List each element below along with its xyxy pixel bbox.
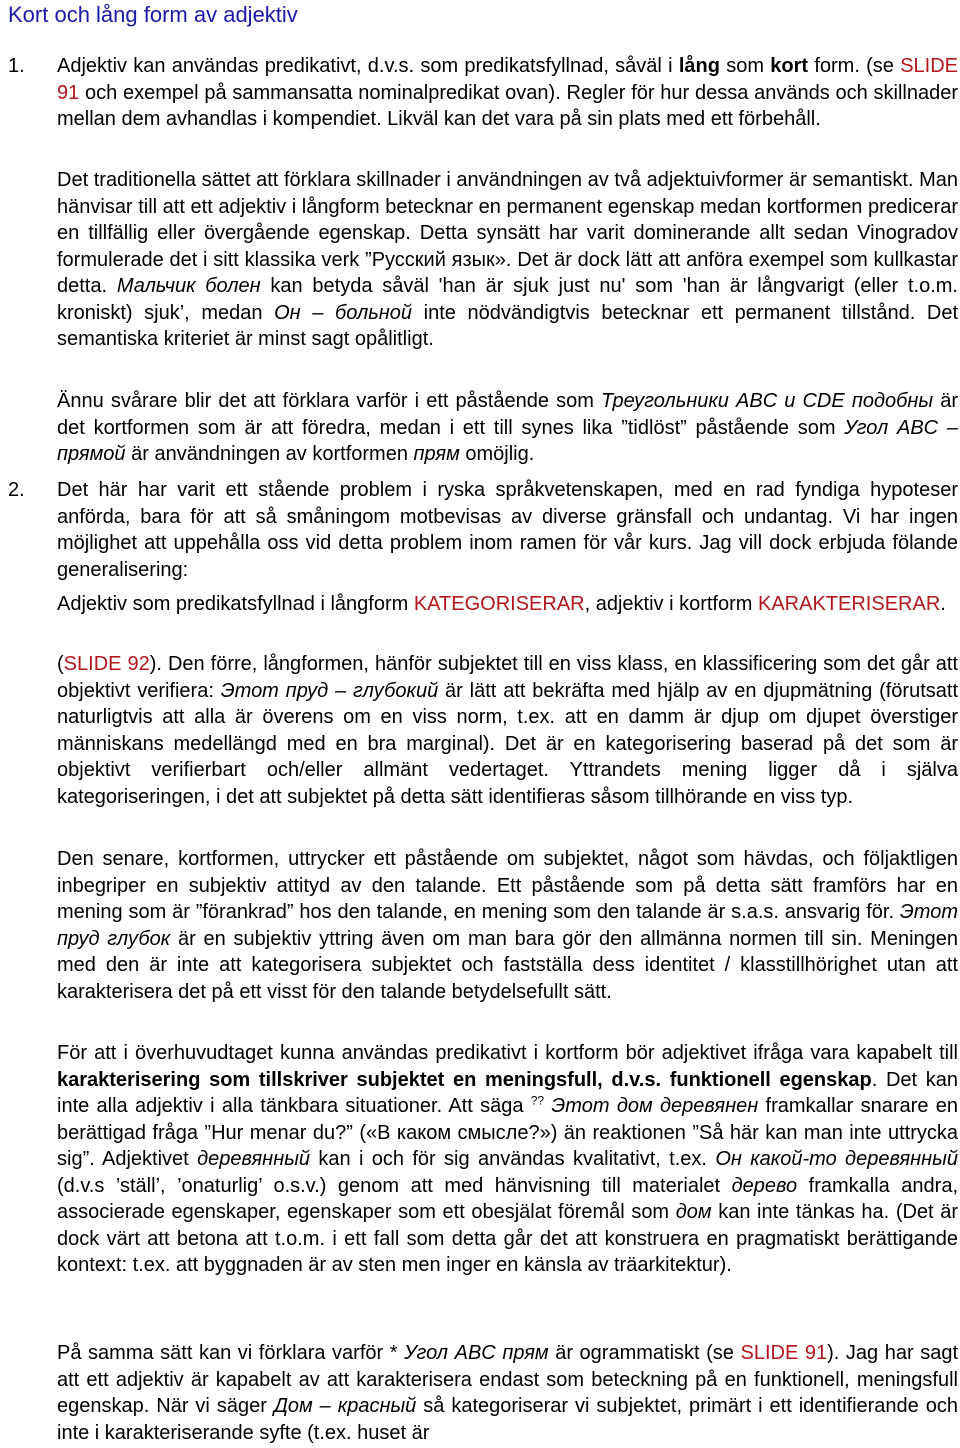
key-term: KATEGORISERAR (413, 593, 585, 615)
list-number-1: 1. (8, 55, 25, 77)
slide-reference: SLIDE 92 (63, 653, 150, 675)
italic-example: Мальчик болен (116, 275, 261, 297)
italic-example: Угол ABC прям (404, 1342, 549, 1364)
text: form. (se (808, 55, 901, 77)
list-number-2: 2. (8, 479, 25, 501)
paragraph-1 (57, 53, 958, 133)
paragraph-2 (57, 167, 958, 353)
italic-example: Этот пруд – глубокий (220, 679, 439, 702)
text: kan inte tänkas ha. (Det är dock värt att betona att t.o.m. i ett fall som detta går det att konstruera en pragmatiskt berättigande kontext: t.ex. att byggnaden är av sten men inger en känsla av träarkitektur). (57, 1201, 958, 1276)
text: Det traditionella sättet att förklara skillnader i användningen av två adjektuivformer är semantiskt. Man hänvisar till att ett adjektiv i långform betecknar en permanent egenskap medan kortformen predicerar en tillfällig eller övergående egenskap. Detta synsätt har varit dominerande allt sedan Vinogradov formulerade det i sitt klassika verk ”Русский язык». Det är dock lätt att anföra exempel som kullkastar detta. (57, 169, 958, 297)
text: kan i och för sig användas kvalitativt, t.ex. (310, 1148, 716, 1170)
text: som (719, 55, 771, 77)
text: framkalla andra, associerade egenskaper, egenskaper som ett obesjälat föremål som (57, 1174, 958, 1223)
bold-text: lång (678, 55, 720, 77)
text: . Det kan inte alla adjektiv i alla tänkbara situationer. Att säga (57, 1068, 958, 1117)
paragraph-4: Det här har varit ett stående problem i ryska språkvetenskapen, med en rad fyndiga hypoteser anförda, bara för att så småningom motbevisas av diverse gränsfall och undantag. Vi har ingen möjlighet att uppehålla oss vid detta problem inom ramen för vår kurs. Jag vill dock erbjuda fölande generalisering: (57, 479, 958, 581)
text: inte nödvändigtvis betecknar ett permanent tillstånd. Det semantiska kriteriet är minst sagt opålitligt. (57, 301, 959, 350)
text: är det kortformen som är att föredra, medan i ett till synes lika ”tidlöst” påstående som (57, 390, 958, 439)
text: (d.v.s ’ställ’, ’onaturlig’ o.s.v.) genom att med hänvisning till materialet (57, 1174, 732, 1197)
text: är lätt att bekräfta med hjälp av en djupmätning (förutsatt naturligtvis att alla är överens om en viss norm, t.ex. att en damm är djup om djupet överstiger människans medellängd med en bra marginal). Det är en kategorisering baserad på det som är objektivt verifierbart och/eller allmänt vedertaget. Yttrandets mening ligger då i själva kategoriseringen, i det att subjektet på detta sätt identifieras såsom tillhörande en viss typ. (57, 679, 959, 808)
text: omöjlig. (459, 443, 535, 465)
paragraph-8 (57, 1040, 958, 1279)
italic-example: Этот дом деревянен (551, 1095, 759, 1117)
italic-example: деревянный (197, 1148, 311, 1170)
paragraph-7 (57, 846, 958, 1005)
italic-example: Он какой-то деревянный (715, 1148, 958, 1170)
superscript-mark: ?? (530, 1093, 545, 1108)
italic-example: Дом – красный (273, 1395, 417, 1417)
bold-text: karakterisering som tillskriver subjektet en meningsfull, d.v.s. funktionell egenskap (57, 1068, 872, 1091)
text: är ogrammatiskt (se (548, 1342, 741, 1364)
italic-example: прям (413, 443, 460, 465)
italic-example: Треугольники ABC и CDE подобны (600, 390, 934, 412)
text: ( (57, 653, 64, 675)
slide-reference: SLIDE 91 (740, 1342, 828, 1364)
page-title: Kort och lång form av adjektiv (8, 2, 298, 27)
text: Adjektiv som predikatsfyllnad i långform (57, 593, 414, 615)
text: är en subjektiv yttring även om man bara gör den allmänna normen till sin. Meningen med den är inte att kategorisera subjektet och fastställa dess identitet / klasstillhörighet utan att karakterisera det på ett visst för den talande betydelsefullt sätt. (57, 927, 959, 1003)
italic-example: дом (675, 1201, 712, 1223)
text: För att i överhuvudtaget kunna användas predikativt i kortform bör adjektivet ifråga vara kapabelt till (57, 1042, 958, 1064)
text: kan betyda såväl 'han är sjuk just nu' som 'han är långvarigt (eller t.o.m. kroniskt) sjuk’, medan (57, 275, 958, 324)
bold-text: kort (770, 55, 809, 77)
text: , adjektiv i kortform (584, 593, 758, 615)
text: är användningen av kortformen (125, 443, 414, 465)
text: Ännu svårare blir det att förklara varför i ett påstående som (57, 390, 601, 412)
text: så kategoriserar vi subjektet, primärt i ett identifierande och inte i karakteriserande syfte (t.ex. huset är (57, 1395, 958, 1444)
paragraph-6 (57, 651, 958, 810)
text: framkallar snarare en berättigad fråga ”Hur menar du?” («В каком смысле?») än reaktionen ”Så här kan man inte uttrycka sig”. Adjektivet (57, 1095, 958, 1170)
paragraph-5 (57, 591, 958, 618)
text: På samma sätt kan vi förklara varför * (57, 1342, 405, 1364)
italic-example: Он – больной (274, 301, 413, 324)
text: Adjektiv kan användas predikativt, d.v.s. som predikatsfyllnad, såväl i (57, 55, 679, 77)
text: ). Jag har sagt att ett adjektiv är kapabelt av att karakterisera endast som beteckning på en funktionell, meningsfull egenskap. När vi säger (57, 1342, 959, 1417)
paragraph-9 (57, 1340, 958, 1446)
italic-example: Этот пруд глубок (57, 901, 958, 950)
slide-reference: SLIDE 91 (57, 55, 958, 104)
text: och exempel på sammansatta nominalpredikat ovan). Regler för hur dessa används och skillnader mellan dem avhandlas i kompendiet. Likväl kan det vara på sin plats med ett förbehåll. (57, 81, 958, 130)
text: Den senare, kortformen, uttrycker ett påstående om subjektet, något som hävdas, och följaktligen inbegriper en subjektiv attityd av den talande. Ett påstående som på detta sätt framförs har en mening som är ”förankrad” hos den talande, en mening som den talande är s.a.s. ansvarig för. (57, 848, 958, 923)
text: ). Den förre, långformen, hänför subjektet till en viss klass, en klassificering som det går att objektivt verifiera: (57, 653, 958, 702)
key-term: KARAKTERISERAR (758, 593, 941, 615)
text: . (940, 593, 946, 615)
italic-example: Угол ABC – прямой (57, 416, 958, 465)
paragraph-3 (57, 388, 958, 468)
italic-example: дерево (731, 1174, 798, 1197)
